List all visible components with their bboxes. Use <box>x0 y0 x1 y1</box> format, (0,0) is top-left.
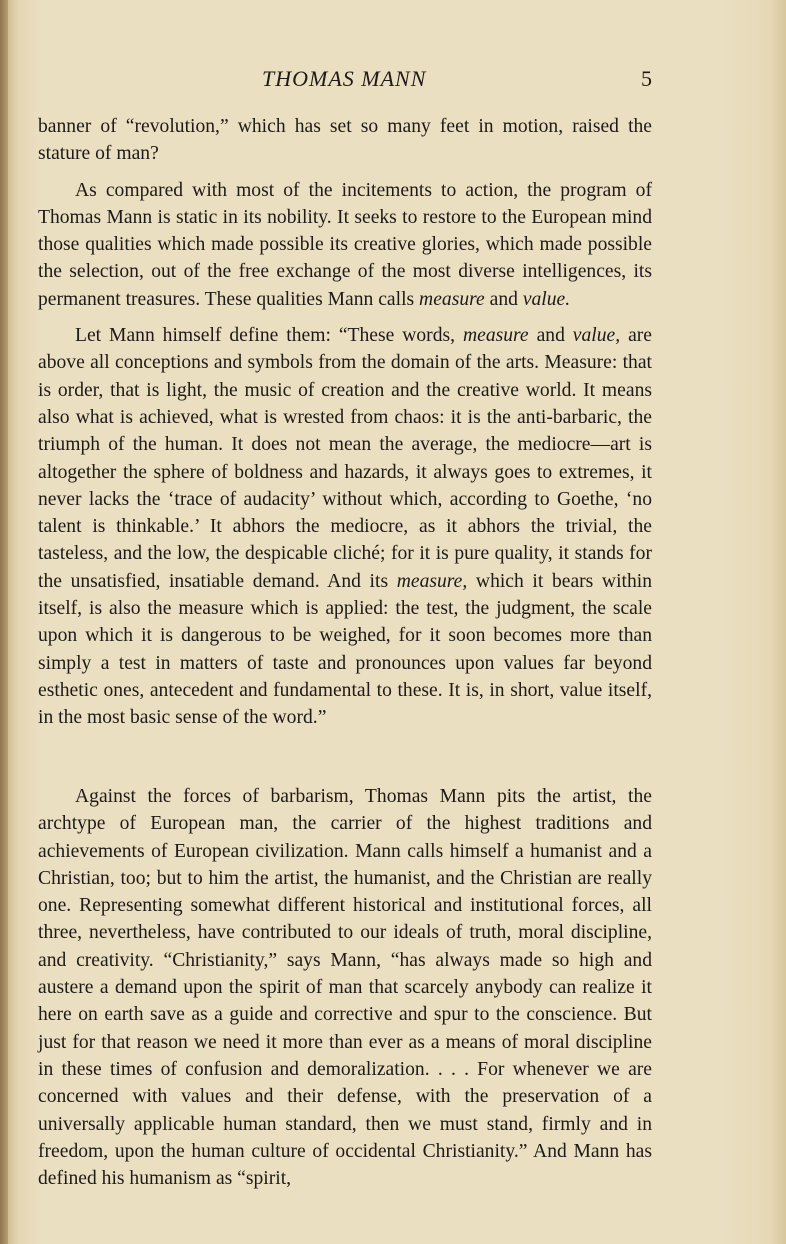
paragraph-definition-quote: Let Mann himself define them: “These words, measure and value, are above all conceptions and symbols from the domain of the arts. Measure: that is order, that is light, the music of creation and the creative world. It means also what is achieved, what is wrested from chaos: it is the anti-barbaric, the triumph of the human. It does not mean the average, the mediocre—art is altogether the sphere of boldness and hazards, it always goes to extremes, it never lacks the ‘trace of audacity’ without which, according to Goethe, ‘no talent is thinkable.’ It abhors the mediocre, as it abhors the trivial, the tasteless, and the low, the despicable cliché; for it is pure quality, it stands for the unsatisfied, insatiable demand. And its measure, which it bears within itself, is also the measure which is applied: the test, the judgment, the scale upon which it is dangerous to be weighed, for it soon becomes more than simply a test in matters of taste and pronounces upon values far beyond esthetic ones, antecedent and fundamental to these. It is, in short, value itself, in the most basic sense of the word.” <box>38 325 652 729</box>
paragraph-artist-humanist: Against the forces of barbarism, Thomas Mann pits the artist, the archtype of European man, the carrier of the highest traditions and achievements of European civilization. Mann calls himself a humanist and a Christian, too; but to him the artist, the humanist, and the Christian are really one. Representing somewhat different historical and institutional forces, all three, nevertheless, have contributed to our ideals of truth, moral discipline, and creativity. “Christianity,” says Mann, “has always made so high and austere a demand upon the spirit of man that scarcely anybody can realize it here on earth save as a guide and corrective and spur to the conscience. But just for that reason we need it more than ever as a means of moral discipline in these times of confusion and demoralization. . . . For whenever we are concerned with values and their defense, with the preservation of a universally applicable human standard, then we must stand, firmly and in freedom, upon the human culture of occidental Christianity.” And Mann has defined his humanism as “spirit, <box>38 786 652 1190</box>
page-number: 5 <box>641 66 652 91</box>
paragraph-continuation: banner of “revolution,” which has set so many feet in motion, raised the stature of man? <box>38 116 652 165</box>
running-head <box>0 66 786 102</box>
page-spine-shadow <box>0 0 8 1244</box>
text-section-1 <box>38 113 652 732</box>
text-section-2 <box>38 783 652 1192</box>
paragraph-program: As compared with most of the incitements to action, the program of Thomas Mann is static in its nobility. It seeks to restore to the European mind those qualities which made possible its creative glories, which made possible the selection, out of the free exchange of the most diverse intelligences, its permanent treasures. These qualities Mann calls measure and value. <box>38 179 652 310</box>
running-head-title: THOMAS MANN <box>262 66 427 91</box>
